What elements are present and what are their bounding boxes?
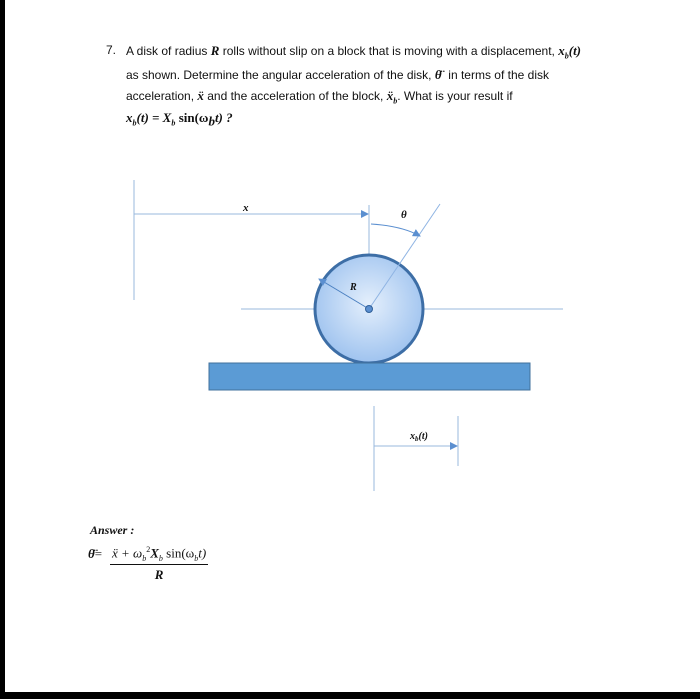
x-label: x (243, 202, 249, 214)
radius-label: R (350, 282, 357, 293)
block-displacement-symbol: $x_b(t)$ (558, 43, 582, 61)
disk-center-point (366, 306, 373, 313)
answer-denominator: R (154, 566, 164, 582)
problem-line-4: $x_b(t) = X_b$ $\sin(\omega_bt)$ ? (126, 110, 233, 129)
answer-lhs: θ̈= (88, 546, 103, 561)
problem-line-2: as shown. Determine the angular acceleration of the disk, θ̈ in terms of the disk (126, 67, 549, 82)
problem-line-3: acceleration, ẍ and the acceleration of the block, ẍ$_b$. What is your result if (126, 88, 513, 106)
answer-fraction (110, 545, 208, 583)
question-number: 7. (106, 43, 117, 57)
theta-label: θ (401, 209, 407, 221)
theta-angle-arc-arrow (371, 224, 420, 236)
problem-line-1: A disk of radius R rolls without slip on a block that is moving with a displacement, $x_b(t)$ (126, 43, 582, 61)
answer-label: Answer : (90, 523, 135, 537)
block-displacement-label: $x_b(t)$ (410, 431, 428, 443)
moving-block (209, 363, 530, 390)
answer-numerator: ẍ + $\omega_b^2X_b$ $\sin(\omega_bt)$ (112, 545, 207, 563)
